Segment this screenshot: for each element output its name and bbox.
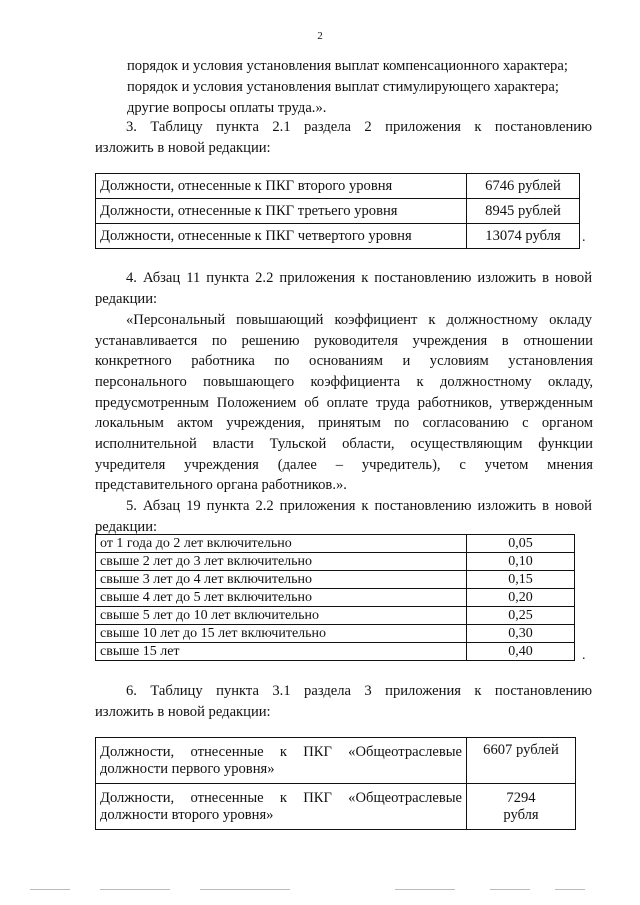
coefficient-table <box>95 534 575 661</box>
item3-line: 3. Таблицу пункта 2.1 раздела 2 приложения к постановлению <box>126 119 592 135</box>
position-cell <box>96 738 467 784</box>
period-cell: свыше 4 лет до 5 лет включительно <box>96 589 467 607</box>
scan-artifact <box>30 889 70 890</box>
position-cell <box>96 784 467 830</box>
table-row <box>96 607 575 625</box>
salary-cell: 6746 рублей <box>467 174 580 199</box>
position-text: Должности, отнесенные к ПКГ «Общеотраслевые <box>100 743 462 760</box>
position-cell: Должности, отнесенные к ПКГ третьего уровня <box>96 199 467 224</box>
item5-line: 5. Абзац 19 пункта 2.2 приложения к постановлению изложить в новой <box>126 498 592 514</box>
salary-table-1 <box>95 173 580 249</box>
scan-artifact <box>200 889 290 890</box>
coef-cell: 0,05 <box>467 535 575 553</box>
period-cell: свыше 5 лет до 10 лет включительно <box>96 607 467 625</box>
item4-line: редакции: <box>95 291 158 307</box>
table-row <box>96 738 576 784</box>
period-cell: свыше 15 лет <box>96 643 467 661</box>
table-row <box>96 784 576 830</box>
scan-artifact <box>490 889 530 890</box>
quote-line: учредителя учреждения (далее – учредитель), с учетом мнения <box>95 457 593 473</box>
position-text: Должности, отнесенные к ПКГ «Общеотраслевые <box>100 789 462 806</box>
salary-line: 6607 рублей <box>483 742 559 758</box>
intro-line: другие вопросы оплаты труда.». <box>127 100 327 116</box>
intro-line: порядок и условия установления выплат стимулирующего характера; <box>127 79 559 95</box>
quote-line: локальным актом учреждения, принятым по согласованию с органом <box>95 415 593 431</box>
coef-cell: 0,40 <box>467 643 575 661</box>
salary-cell: 13074 рубля <box>467 224 580 249</box>
period-cell: от 1 года до 2 лет включительно <box>96 535 467 553</box>
coef-cell: 0,30 <box>467 625 575 643</box>
quote-line: представительного органа работников.». <box>95 477 347 493</box>
item6-line: 6. Таблицу пункта 3.1 раздела 3 приложения к постановлению <box>126 683 592 699</box>
coef-cell: 0,25 <box>467 607 575 625</box>
quote-line: предусмотренным Положением об оплате труда работников, утвержденным <box>95 395 593 411</box>
table-row <box>96 589 575 607</box>
salary-cell: 8945 рублей <box>467 199 580 224</box>
salary-cell <box>467 784 576 830</box>
quote-line: «Персональный повышающий коэффициент к должностному окладу <box>126 312 592 328</box>
item6-line: изложить в новой редакции: <box>95 704 271 720</box>
scan-artifact <box>555 889 585 890</box>
quote-line: исполнительной власти Тульской области, осуществляющим функции <box>95 436 593 452</box>
coef-cell: 0,20 <box>467 589 575 607</box>
position-cell: Должности, отнесенные к ПКГ четвертого уровня <box>96 224 467 249</box>
page-number: 2 <box>317 30 323 42</box>
table-row <box>96 643 575 661</box>
item4-line: 4. Абзац 11 пункта 2.2 приложения к постановлению изложить в новой <box>126 270 592 286</box>
item5-line: редакции: <box>95 519 158 535</box>
table-row <box>96 553 575 571</box>
scan-artifact <box>100 889 170 890</box>
position-line-2: должности второго уровня» <box>100 806 274 823</box>
table-row <box>96 199 580 224</box>
quote-line: персонального повышающего коэффициента к должностному окладу, <box>95 374 593 390</box>
position-cell: Должности, отнесенные к ПКГ второго уровня <box>96 174 467 199</box>
quote-line: устанавливается по решению руководителя учреждения в отношении <box>95 333 593 349</box>
position-line-2: должности первого уровня» <box>100 760 275 777</box>
table-row <box>96 571 575 589</box>
salary-line: 7294 <box>506 789 536 806</box>
intro-line: порядок и условия установления выплат компенсационного характера; <box>127 58 568 74</box>
coef-cell: 0,15 <box>467 571 575 589</box>
position-line <box>100 790 462 807</box>
scan-artifact <box>395 889 455 890</box>
period-cell: свыше 2 лет до 3 лет включительно <box>96 553 467 571</box>
table-row <box>96 224 580 249</box>
table-end-period: . <box>582 648 586 663</box>
quote-line: конкретного работника по основаниям и условиям установления <box>95 353 593 369</box>
table-end-period: . <box>582 230 586 245</box>
position-line <box>100 744 462 761</box>
coef-cell: 0,10 <box>467 553 575 571</box>
table-row <box>96 174 580 199</box>
table-row <box>96 625 575 643</box>
period-cell: свыше 3 лет до 4 лет включительно <box>96 571 467 589</box>
table-row <box>96 535 575 553</box>
salary-line-2: рубля <box>503 806 539 823</box>
salary-table-3 <box>95 737 576 830</box>
item3-line: изложить в новой редакции: <box>95 140 271 156</box>
salary-cell <box>467 738 576 784</box>
period-cell: свыше 10 лет до 15 лет включительно <box>96 625 467 643</box>
